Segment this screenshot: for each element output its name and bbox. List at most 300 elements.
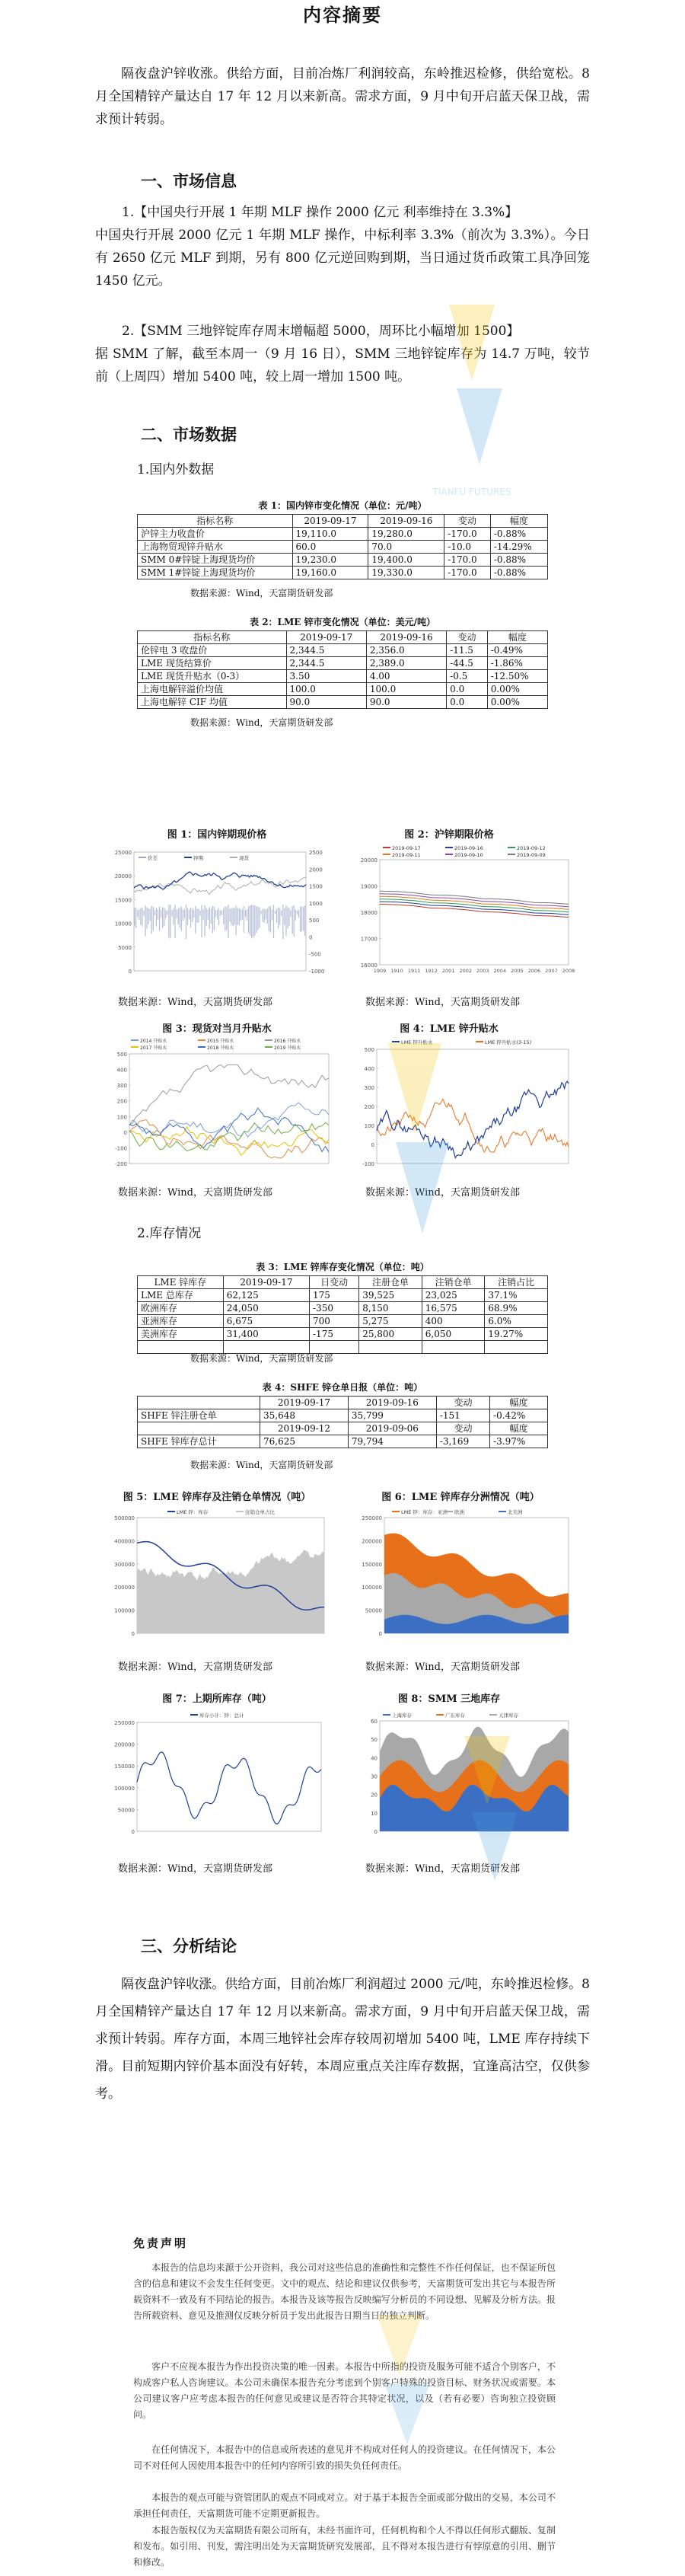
legend-label: 2016 升贴水	[274, 1039, 301, 1044]
figure6-source: 数据来源：Wind，天富期货研发部	[365, 1661, 520, 1673]
table-cell: -151	[436, 1409, 489, 1422]
table-cell: -170.0	[444, 554, 491, 567]
y-tick-label: 0	[378, 1631, 382, 1637]
disclaimer-title: 免责声明	[133, 2236, 189, 2250]
legend-label: LME 锌升贴水	[401, 1039, 433, 1045]
conclusion-paragraph: 隔夜盘沪锌收涨。供给方面，目前冶炼厂利润超过 2000 元/吨，东岭推迟检修。8 月全国精锌产量达自 17 年 12 月以来新高。需求方面，9 月中旬开启蓝天保卫战，需求预计转弱。库存方面，本周三地锌社会库存较周初增加 5400 吨，LME 库存持续下滑。目前短期内锌价基本面没有好转，本周应重点关注库存数据，宜逢高沽空，仅供参考。	[95, 1977, 590, 2102]
spread-bar	[248, 906, 249, 934]
y-tick-label: -500	[309, 951, 321, 958]
table-cell: 2,344.5	[286, 657, 366, 670]
y-tick-label: 100000	[362, 1585, 382, 1591]
spread-bar	[287, 907, 288, 928]
table3-header: 注销仓单	[422, 1276, 485, 1289]
x-tick-label: 2005	[511, 968, 524, 974]
spread-bar	[153, 907, 154, 930]
y-tick-label: 250000	[362, 1515, 382, 1521]
subsection-inventory: 2.库存情况	[137, 1226, 202, 1241]
table4-header	[138, 1422, 260, 1435]
spread-bar	[171, 910, 172, 917]
spread-bar	[217, 909, 218, 919]
spread-bar	[211, 908, 212, 924]
figure6-chart	[354, 1504, 575, 1652]
spread-bar	[295, 909, 296, 921]
y-tick-label: 17000	[360, 936, 378, 943]
spread-bar	[239, 908, 240, 925]
table4-header: 2019-09-06	[348, 1422, 436, 1435]
y-tick-label: 200000	[114, 1741, 135, 1748]
lme-premium-line	[377, 1081, 569, 1157]
y-tick-label: -200	[115, 1161, 127, 1167]
spread-bar	[257, 907, 258, 930]
table-cell: 上海电解锌溢价均值	[138, 683, 287, 696]
table-cell: -0.42%	[490, 1409, 548, 1422]
table2-header: 变动	[447, 631, 488, 644]
y-tick-label: 0	[123, 1129, 127, 1136]
table-row	[138, 644, 548, 657]
y-tick-label: 400	[116, 1067, 127, 1074]
news-2-body: 据 SMM 了解，截至本周一（9 月 16 日），SMM 三地锌锭库存为 14.7 万吨，较节前（上周四）增加 5400 吨，较上周一增加 1500 吨。	[95, 346, 590, 385]
table3-caption: 表 3：LME 锌库存变化情况（单位：吨）	[256, 1262, 429, 1272]
table1-header: 指标名称	[138, 515, 293, 528]
disclaimer-para: 本报告的观点可能与资管团队的观点不同或对立。对于基于本报告全面或部分做出的交易，本公司不承担任何责任，天富期货可能不定期更新报告。	[133, 2492, 556, 2519]
spread-bar	[190, 908, 191, 928]
y-tick-label: 200	[116, 1098, 127, 1105]
table1-header: 幅度	[490, 515, 547, 528]
table-row	[138, 1409, 548, 1422]
y-tick-label: 25000	[114, 850, 132, 856]
table-cell: 24,050	[223, 1302, 309, 1315]
table-row	[138, 1289, 548, 1302]
table-cell: -11.5	[447, 644, 488, 657]
table-cell: -0.88%	[490, 554, 547, 567]
y-tick-label: 200	[364, 1104, 374, 1110]
legend-label: 2015 升贴水	[207, 1039, 234, 1044]
table-row	[138, 541, 548, 554]
spread-bar	[297, 911, 298, 915]
y-tick-label: 500	[364, 1047, 374, 1053]
legend-label: 欧洲	[454, 1509, 464, 1515]
table-cell: -0.49%	[487, 644, 547, 657]
y-tick-label: 0	[128, 969, 132, 975]
table-cell: 60.0	[292, 541, 368, 554]
figure1-chart	[107, 841, 335, 986]
legend-label: 上海库存	[392, 1713, 412, 1719]
y-tick-label: 250000	[114, 1720, 135, 1726]
y-tick-label: 400000	[114, 1538, 135, 1545]
legend-label: LME 锌：库存：亚洲	[401, 1509, 448, 1515]
plot-frame	[137, 1722, 321, 1831]
spread-bar	[254, 905, 255, 936]
y-tick-label: 2500	[309, 850, 323, 856]
y-tick-label: 100000	[114, 1785, 135, 1792]
spread-bar	[215, 910, 216, 917]
spread-bar	[208, 909, 209, 919]
table4-header: 变动	[436, 1397, 489, 1409]
y-tick-label: 50000	[117, 1807, 135, 1814]
table-cell: LME 总库存	[138, 1289, 224, 1302]
table3	[137, 1275, 548, 1354]
y-tick-label: 0	[374, 1829, 378, 1835]
table-cell: 沪锌主力收盘价	[138, 528, 293, 541]
spread-bar	[264, 908, 265, 923]
y-tick-label: 0	[309, 934, 313, 941]
table-cell: -170.0	[444, 528, 491, 541]
table-cell: 700	[310, 1315, 359, 1328]
spot-line	[134, 877, 306, 894]
spread-bar	[176, 910, 177, 918]
table-cell: SHFE 锌库存总计	[138, 1435, 260, 1448]
table-cell: 5,275	[359, 1315, 422, 1328]
table-cell: 0.0	[447, 683, 488, 696]
spread-bar	[292, 906, 293, 934]
table-cell: 400	[422, 1315, 485, 1328]
table-row	[138, 657, 548, 670]
spread-bar	[303, 907, 304, 930]
figure2-source: 数据来源：Wind，天富期货研发部	[365, 997, 520, 1008]
spread-bar	[278, 907, 279, 928]
y-tick-label: 1500	[309, 883, 323, 890]
table-cell: 4.00	[366, 670, 446, 683]
spread-bar	[260, 911, 261, 915]
spread-bar	[294, 905, 295, 937]
table-cell: SMM 0#锌锭上海现货均价	[138, 554, 293, 567]
spread-bar	[168, 905, 169, 937]
cancel-ratio-area	[137, 1550, 324, 1633]
x-tick-label: 2003	[476, 968, 489, 974]
table-cell: 19,400.0	[368, 554, 444, 567]
spread-bar	[236, 905, 237, 935]
table-cell: 70.0	[368, 541, 444, 554]
table-cell: 16,575	[422, 1302, 485, 1315]
table-cell: -14.29%	[490, 541, 547, 554]
table-cell: 19,160.0	[292, 567, 368, 579]
premium-line	[129, 1065, 329, 1125]
spread-bar	[259, 908, 260, 928]
legend-label: 2019-09-11	[392, 852, 421, 858]
table3-source: 数据来源：Wind，天富期货研发部	[190, 1353, 333, 1364]
disclaimer-para: 在任何情况下，本报告中的信息或所表述的意见并不构成对任何人的投资建议。在任何情况下，本公司不对任何人因使用本报告中的任何内容所引致的损失负任何责任。	[133, 2444, 556, 2471]
legend-label: 2017 升贴水	[140, 1045, 167, 1051]
table1-header: 2019-09-16	[368, 515, 444, 528]
spread-bar	[134, 908, 135, 926]
watermark-text: TIANFU FUTURES	[432, 487, 511, 497]
figure8-source: 数据来源：Wind，天富期货研发部	[365, 1863, 520, 1875]
y-tick-label: 5000	[118, 944, 132, 951]
spread-bar	[300, 906, 301, 931]
spread-bar	[288, 908, 289, 925]
x-tick-label: 2006	[527, 968, 541, 974]
table1	[137, 514, 548, 579]
spread-bar	[137, 910, 138, 916]
table-cell: 25,800	[359, 1328, 422, 1341]
table-cell: 2,389.0	[366, 657, 446, 670]
table-row	[138, 1328, 548, 1341]
table-row	[138, 528, 548, 541]
premium-line	[129, 1122, 329, 1151]
news-2-lead: 2.【SMM 三地锌锭库存周末增幅超 5000，周环比小幅增加 1500】	[122, 324, 520, 339]
x-tick-label: 2008	[562, 968, 575, 974]
spread-bar	[178, 908, 179, 924]
y-tick-label: 200000	[362, 1538, 382, 1545]
legend-label: 2019-09-16	[454, 845, 483, 851]
table-cell: 美洲库存	[138, 1328, 224, 1341]
table-cell: 6,050	[422, 1328, 485, 1341]
table-cell: -0.88%	[490, 528, 547, 541]
legend-label: 锌期	[193, 855, 203, 861]
table-cell: -10.0	[444, 541, 491, 554]
table-cell: 6,675	[223, 1315, 309, 1328]
table2	[137, 630, 548, 709]
table-cell: -0.88%	[490, 567, 547, 579]
premium-line	[129, 1103, 329, 1137]
table-cell: 上海电解锌 CIF 均值	[138, 696, 287, 709]
y-tick-label: 19000	[360, 883, 378, 890]
spread-bar	[146, 907, 147, 928]
news-1-body: 中国央行开展 2000 亿元 1 年期 MLF 操作，中标利率 3.3%（前次为 3.3%）。今日有 2650 亿元 MLF 到期，另有 800 亿元逆回购到期，当日通过货币政策工具净回笼 1450 亿元。	[95, 228, 590, 289]
y-tick-label: 40	[371, 1755, 378, 1762]
spread-bar	[270, 906, 271, 933]
table3-header: 注销占比	[485, 1276, 548, 1289]
table4-source: 数据来源：Wind，天富期货研发部	[190, 1460, 333, 1470]
table4	[137, 1396, 548, 1448]
spread-bar	[226, 907, 227, 930]
y-tick-label: 500	[116, 1052, 127, 1058]
table-cell: 100.0	[366, 683, 446, 696]
table-cell: 35,648	[260, 1409, 348, 1422]
y-tick-label: 50	[371, 1737, 378, 1744]
table2-header: 2019-09-16	[366, 631, 446, 644]
table-cell: 39,525	[359, 1289, 422, 1302]
legend-label: 广东库存	[445, 1713, 465, 1719]
table-cell: SMM 1#锌锭上海现货均价	[138, 567, 293, 579]
legend-label: 库存小计：锌：总计	[199, 1713, 244, 1719]
premium-line	[129, 1127, 329, 1156]
y-tick-label: 100	[364, 1123, 374, 1129]
table-row	[138, 1302, 548, 1315]
figure3-title: 图 3：现货对当月升贴水	[162, 1023, 272, 1035]
y-tick-label: 20000	[360, 857, 378, 863]
disclaimer-para: 本报告版权仅为天富期货有限公司所有，未经书面许可，任何机构和个人不得以任何形式翻版、复制和发布。如引用、刊发，需注明出处为天富期货研究发展部，且不得对本报告进行有悖原意的引用、删节和修改。	[133, 2525, 556, 2568]
spread-bar	[221, 911, 222, 915]
x-tick-label: 2001	[441, 968, 455, 974]
legend-label: 2019-09-12	[517, 845, 546, 851]
y-tick-label: 0	[131, 1829, 135, 1835]
spread-bar	[214, 907, 215, 930]
table-cell: 19,330.0	[368, 567, 444, 579]
table-cell: -3,169	[436, 1435, 489, 1448]
y-tick-label: 60	[371, 1719, 378, 1725]
table4-header: 2019-09-17	[260, 1397, 348, 1409]
legend-label: 2019-09-09	[517, 852, 546, 858]
table-cell: 90.0	[366, 696, 446, 709]
y-tick-label: 20	[371, 1792, 378, 1799]
legend-label: LME 锌：库存	[177, 1509, 209, 1515]
y-tick-label: 0	[371, 1142, 374, 1148]
table2-header: 幅度	[487, 631, 547, 644]
spread-bar	[140, 908, 141, 925]
table-cell	[359, 1341, 422, 1354]
x-tick-label: 1912	[425, 968, 438, 974]
spread-bar	[204, 905, 205, 937]
spread-bar	[195, 906, 196, 934]
spread-bar	[143, 911, 144, 916]
figure1-source: 数据来源：Wind，天富期货研发部	[118, 997, 272, 1008]
spread-bar	[229, 909, 230, 922]
spread-bar	[220, 911, 221, 916]
legend-label: 2018 升贴水	[207, 1045, 234, 1051]
spread-bar	[198, 908, 199, 922]
table1-source: 数据来源：Wind，天富期货研发部	[190, 588, 333, 599]
y-tick-label: 15000	[114, 897, 132, 904]
y-tick-label: 1000	[309, 900, 323, 907]
spread-bar	[245, 910, 246, 917]
table-cell: 31,400	[223, 1328, 309, 1341]
spread-bar	[151, 906, 152, 934]
spread-bar	[223, 908, 224, 924]
spread-bar	[276, 908, 277, 923]
table-cell: 上海物贸现锌升贴水	[138, 541, 293, 554]
table-cell: 19,110.0	[292, 528, 368, 541]
y-tick-label: 30	[371, 1773, 378, 1780]
figure7-chart	[107, 1706, 335, 1854]
table-cell: 欧洲库存	[138, 1302, 224, 1315]
spread-bar	[284, 908, 285, 925]
table-cell: 62,125	[223, 1289, 309, 1302]
figure7-title: 图 7：上期所库存（吨）	[162, 1693, 272, 1705]
table4-header	[138, 1397, 260, 1409]
table4-header: 变动	[436, 1422, 489, 1435]
legend-label: 2019 升贴水	[274, 1045, 301, 1051]
table-cell: -1.86%	[487, 657, 547, 670]
table-cell: -175	[310, 1328, 359, 1341]
spread-bar	[281, 911, 282, 916]
table-cell: 2,356.0	[366, 644, 446, 657]
x-tick-label: 1909	[373, 968, 387, 974]
spread-bar	[275, 911, 276, 914]
y-tick-label: 400	[364, 1066, 374, 1072]
legend-label: 北美洲	[508, 1509, 523, 1515]
table-cell: 90.0	[286, 696, 366, 709]
disclaimer-para: 本报告的信息均来源于公开资料，我公司对这些信息的准确性和完整性不作任何保证，也不保证所包含的信息和建议不会发生任何变更。文中的观点、结论和建议仅供参考，天富期货可发出其它与本报告所载资料不一致及有不同结论的报告。本报告及该等报告反映编写分析员的不同设想、见解及分析方法。报告所载资料、意见及推测仅反映分析员于发出此报告日期当日的独立判断。	[133, 2262, 556, 2321]
table4-header: 2019-09-12	[260, 1422, 348, 1435]
section-heading-market-info: 一、市场信息	[141, 172, 237, 190]
table-cell: 19,280.0	[368, 528, 444, 541]
table2-caption: 表 2：LME 锌市变化情况（单位：美元/吨）	[250, 617, 435, 627]
spread-bar	[290, 910, 291, 917]
table-cell: 0.00%	[487, 683, 547, 696]
y-tick-label: 10000	[114, 921, 132, 927]
table-cell: -12.50%	[487, 670, 547, 683]
spread-bar	[201, 905, 202, 937]
table-cell: 76,625	[260, 1435, 348, 1448]
x-tick-label: 2007	[545, 968, 558, 974]
spread-bar	[181, 907, 182, 931]
figure3-chart	[107, 1034, 335, 1179]
spread-bar	[159, 907, 160, 931]
legend-label: 注销仓单占比	[245, 1509, 275, 1515]
y-tick-label: 2000	[309, 867, 323, 873]
section-heading-conclusion: 三、分析结论	[141, 1937, 237, 1955]
figure2-title: 图 2：沪锌期限价格	[404, 829, 494, 841]
table-cell: SHFE 锌注册仓单	[138, 1409, 260, 1422]
spread-bar	[301, 906, 302, 931]
spread-bar	[209, 907, 210, 929]
table-row	[138, 670, 548, 683]
y-tick-label: 200000	[114, 1585, 135, 1591]
x-tick-label: 2002	[459, 968, 473, 974]
spread-bar	[267, 908, 268, 924]
y-tick-label: 100000	[114, 1607, 135, 1614]
spread-bar	[298, 910, 299, 918]
table2-header: 2019-09-17	[286, 631, 366, 644]
table1-header: 2019-09-17	[292, 515, 368, 528]
table4-header: 幅度	[490, 1397, 548, 1409]
spread-bar	[199, 911, 200, 916]
spread-bar	[196, 908, 197, 922]
y-tick-label: 300	[116, 1083, 127, 1090]
y-tick-label: 500000	[114, 1515, 135, 1521]
table-cell: 伦锌电 3 收盘价	[138, 644, 287, 657]
table-cell: 37.1%	[485, 1289, 548, 1302]
y-tick-label: 18000	[360, 910, 378, 916]
premium-line	[129, 1108, 329, 1152]
table-cell: 175	[310, 1289, 359, 1302]
table4-header: 2019-09-16	[348, 1397, 436, 1409]
table4-caption: 表 4：SHFE 锌仓单日报（单位：吨）	[262, 1382, 423, 1393]
legend-label: 价差	[148, 855, 158, 861]
section-heading-market-data: 二、市场数据	[141, 426, 237, 444]
y-tick-label: -1000	[309, 969, 325, 975]
spread-bar	[242, 909, 243, 919]
spread-bar	[282, 905, 283, 939]
table-cell	[485, 1341, 548, 1354]
figure6-title: 图 6：LME 锌库存分洲情况（吨）	[381, 1492, 540, 1503]
y-tick-label: 100	[116, 1114, 127, 1121]
table-cell: 68.9%	[485, 1302, 548, 1315]
table-row	[138, 554, 548, 567]
table3-header: LME 锌库存	[138, 1276, 224, 1289]
legend-label: 现货	[239, 855, 249, 861]
table-cell: LME 现货结算价	[138, 657, 287, 670]
table-cell: -44.5	[447, 657, 488, 670]
spread-bar	[206, 908, 207, 925]
figure5-title: 图 5：LME 锌库存及注销仓单情况（吨）	[123, 1492, 311, 1503]
table-cell: 0.0	[447, 696, 488, 709]
y-tick-label: -100	[115, 1145, 127, 1152]
x-tick-label: 1911	[407, 968, 421, 974]
spread-bar	[150, 909, 151, 921]
table1-caption: 表 1：国内锌市变化情况（单位：元/吨）	[258, 500, 427, 511]
spread-bar	[232, 908, 233, 926]
spread-bar	[237, 908, 238, 925]
table2-source: 数据来源：Wind，天富期货研发部	[190, 717, 333, 728]
table-cell: -170.0	[444, 567, 491, 579]
table-cell: -350	[310, 1302, 359, 1315]
table-row	[138, 1315, 548, 1328]
figure2-chart	[354, 841, 575, 986]
spread-bar	[262, 909, 263, 922]
figure7-source: 数据来源：Wind，天富期货研发部	[118, 1863, 272, 1875]
y-tick-label: 300	[364, 1085, 374, 1091]
table-cell: LME 现货升贴水（0-3）	[138, 670, 287, 683]
y-tick-label: 20000	[114, 873, 132, 880]
y-tick-label: 10	[371, 1810, 378, 1817]
table-cell: 79,794	[348, 1435, 436, 1448]
table-cell: 35,799	[348, 1409, 436, 1422]
table-cell: 19,230.0	[292, 554, 368, 567]
figure5-source: 数据来源：Wind，天富期货研发部	[118, 1661, 272, 1673]
table-cell: 亚洲库存	[138, 1315, 224, 1328]
